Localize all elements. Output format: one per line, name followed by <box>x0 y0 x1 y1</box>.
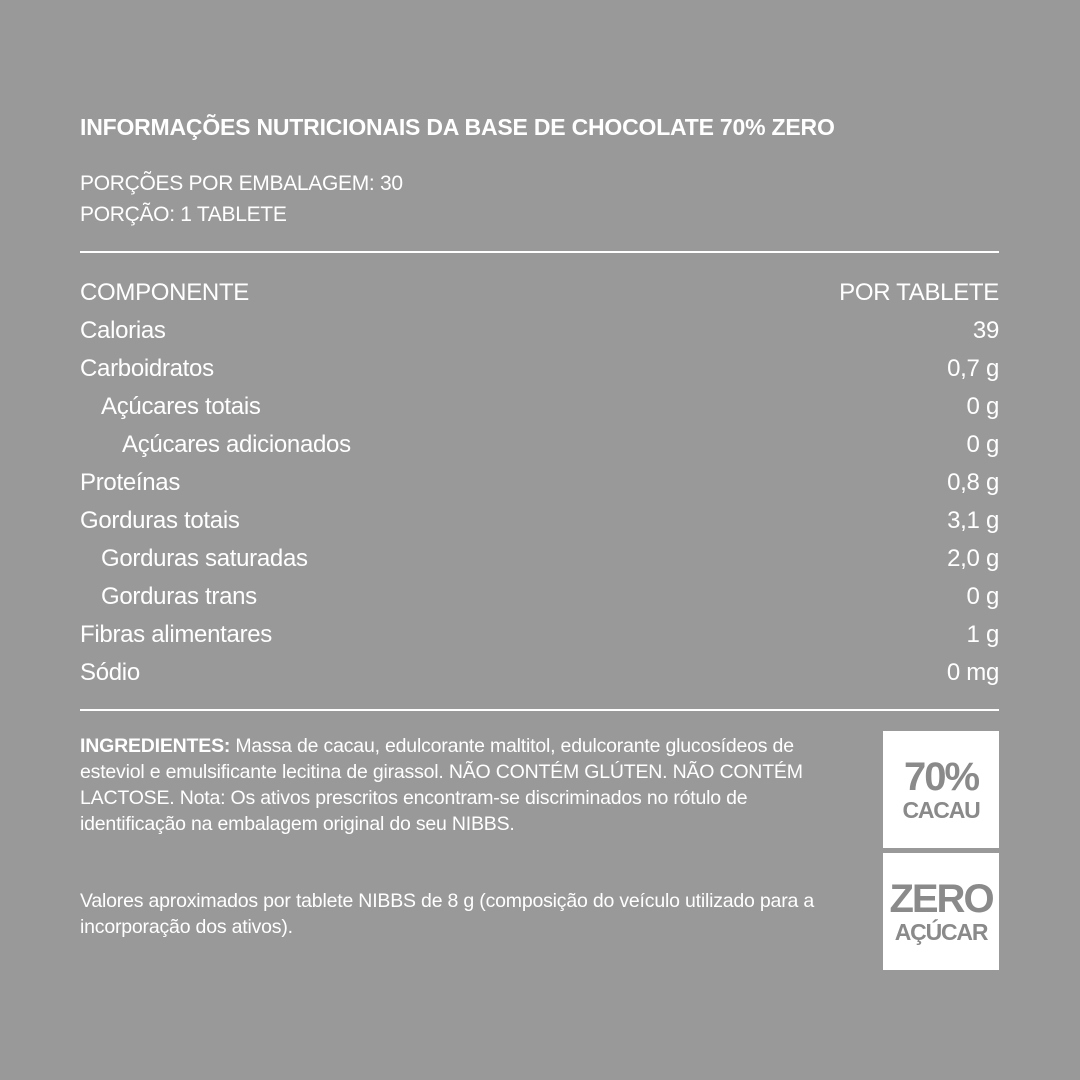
bottom-divider <box>80 709 999 711</box>
nutrient-name: Gorduras saturadas <box>101 545 308 572</box>
nutrient-value: 0 mg <box>946 659 999 686</box>
page-title: INFORMAÇÕES NUTRICIONAIS DA BASE DE CHOCOLATE 70% ZERO <box>80 114 835 140</box>
top-divider <box>80 251 999 253</box>
nutrient-value: 1 g <box>966 621 999 648</box>
nutrient-value: 39 <box>972 317 999 344</box>
serving-info <box>80 168 403 230</box>
cacau-badge <box>883 731 999 848</box>
portions-per-package: PORÇÕES POR EMBALAGEM: 30 <box>80 172 403 195</box>
nutrient-name: Proteínas <box>80 469 181 496</box>
table-row <box>80 388 999 426</box>
ingredients-text <box>80 733 815 837</box>
table-row <box>80 502 999 540</box>
header-per-tablet: POR TABLETE <box>839 279 999 306</box>
table-row <box>80 312 999 350</box>
nutrient-value: 0,8 g <box>947 469 999 496</box>
ingredients-label: INGREDIENTES: <box>80 735 231 757</box>
table-row <box>80 426 999 464</box>
approximate-values-note: Valores aproximados por tablete NIBBS de 8 g (composição do veículo utilizado para a incorporação dos ativos). <box>80 890 815 938</box>
nutrient-name: Gorduras trans <box>101 583 257 610</box>
nutrient-name: Açúcares totais <box>101 393 261 420</box>
nutrition-table <box>80 274 999 692</box>
nutrient-name: Gorduras totais <box>80 507 240 534</box>
table-row <box>80 654 999 692</box>
nutrient-value: 0 g <box>966 393 999 420</box>
nutrient-value: 2,0 g <box>947 545 999 572</box>
nutrient-value: 0,7 g <box>947 355 999 382</box>
nutrient-name: Fibras alimentares <box>80 621 273 648</box>
table-row <box>80 464 999 502</box>
nutrient-name: Carboidratos <box>80 355 214 382</box>
table-row <box>80 578 999 616</box>
nutrient-value: 0 g <box>966 583 999 610</box>
nutrient-name: Açúcares adicionados <box>122 431 351 458</box>
table-row <box>80 350 999 388</box>
ingredients-list: Massa de cacau, edulcorante maltitol, edulcorante glucosídeos de esteviol e emulsificante lecitina de girassol. NÃO CONTÉM GLÚTEN. NÃO CONTÉM LACTOSE. Nota: Os ativos prescritos encontram-se discriminados no rótulo de identificação na embalagem original do seu NIBBS. <box>80 735 803 835</box>
zero-sugar-badge <box>883 853 999 970</box>
portion-size: PORÇÃO: 1 TABLETE <box>80 203 287 226</box>
nutrient-value: 3,1 g <box>947 507 999 534</box>
cacau-label: CACAU <box>902 797 980 823</box>
table-header <box>80 274 999 312</box>
zero-label: ZERO <box>889 877 993 921</box>
header-component: COMPONENTE <box>80 279 250 306</box>
nutrient-name: Sódio <box>80 659 140 686</box>
nutrient-value: 0 g <box>966 431 999 458</box>
sugar-label: AÇÚCAR <box>894 919 988 945</box>
nutrient-name: Calorias <box>80 317 166 344</box>
table-row <box>80 616 999 654</box>
cacau-percentage: 70% <box>903 755 979 799</box>
table-row <box>80 540 999 578</box>
